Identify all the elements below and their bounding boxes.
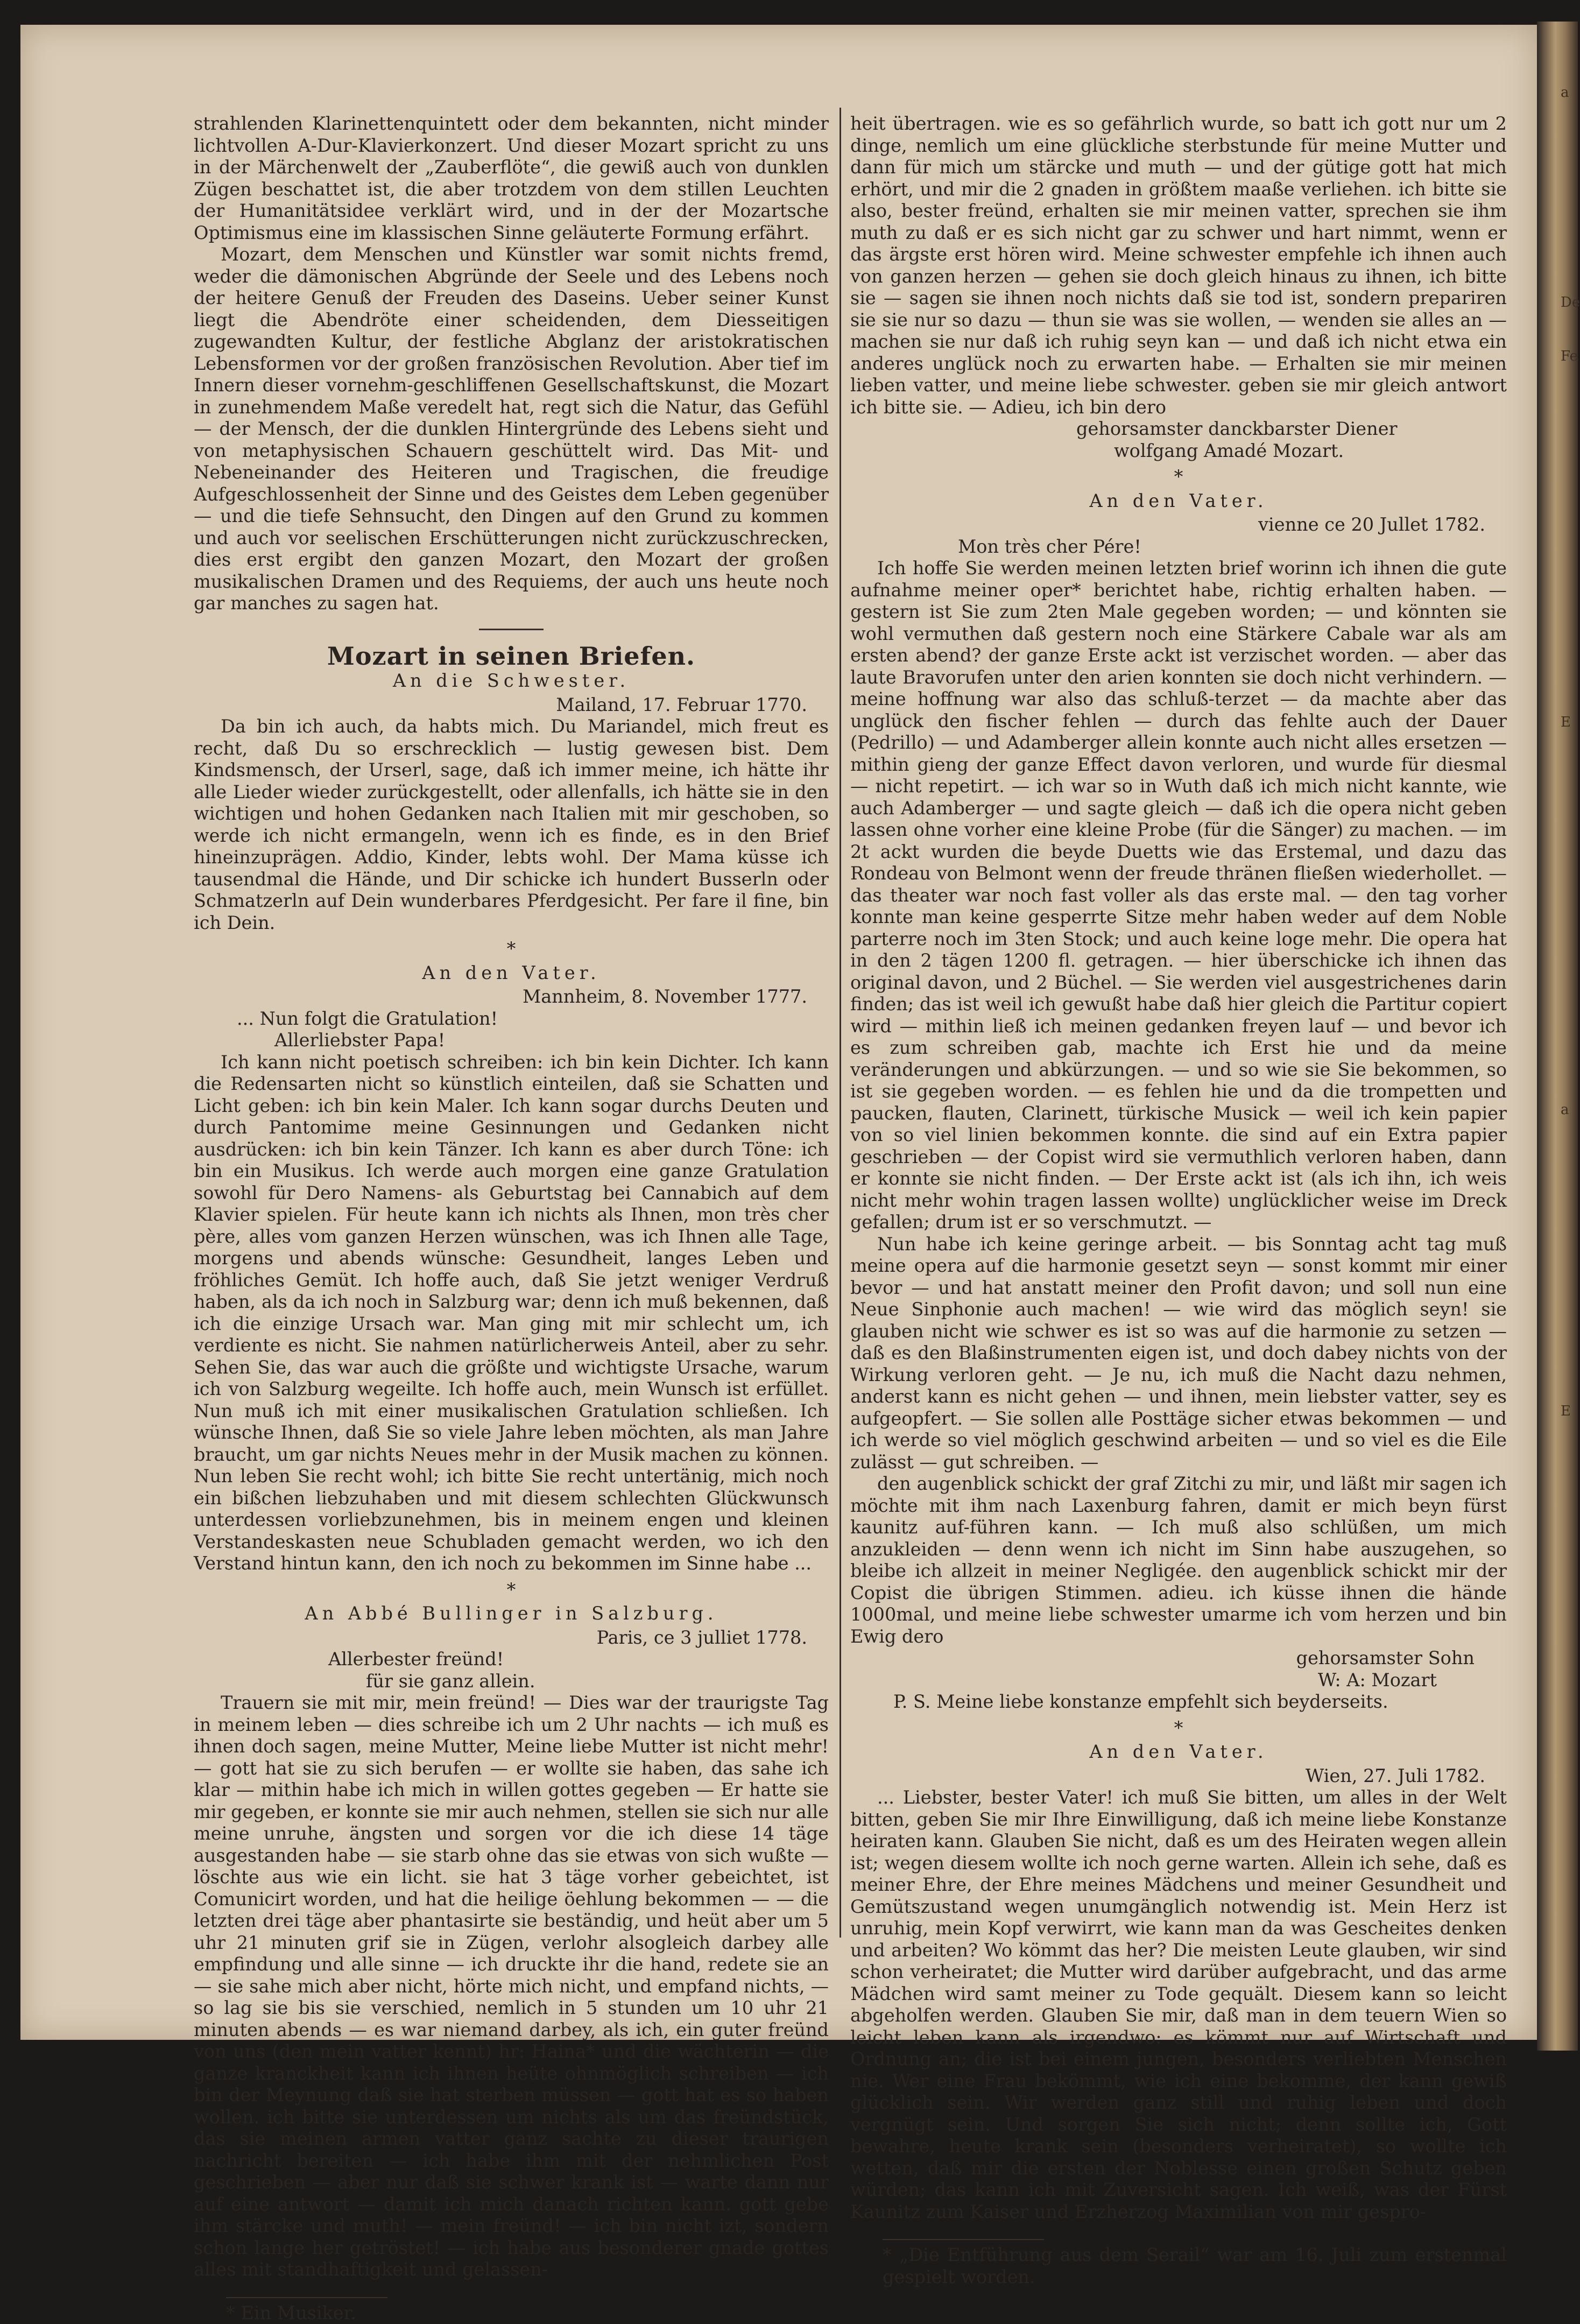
edge-fragment: a bbox=[1561, 81, 1578, 104]
postscript: P. S. Meine liebe konstanze empfehlt sich beyderseits. bbox=[850, 1691, 1507, 1713]
letter-signature: wolfgang Amadé Mozart. bbox=[850, 440, 1507, 462]
section-divider bbox=[479, 629, 544, 630]
letter-addressee: An den Vater. bbox=[850, 1741, 1507, 1763]
letter-date: Wien, 27. Juli 1782. bbox=[850, 1765, 1507, 1787]
edge-fragment: E bbox=[1561, 1399, 1578, 1423]
letter-body: Nun habe ich keine geringe arbeit. — bis Sonntag acht tag muß meine opera auf die harmonie gesetzt seyn — sonst kommt mir einer bevor — und hat anstatt meiner den Profit davon; und soll nun eine Neue Sinphonie auch machen! — wie wird das möglich seyn! sie glauben nicht wie schwer es ist so was auf die harmonie zu setzen — daß es den Blaßinstrumenten eigen ist, und doch dabey nichts von der Wirkung verloren geht. — Je nu, ich muß die Nacht dazu nehmen, anderst kann es nicht gehen — und ihnen, mein liebster vatter, sey es aufgeopfert. — Sie sollen alle Posttäge sicher etwas bekommen — und ich werde so viel möglich geschwind arbeiten — und so viel es die Eile zulässt — gut schreiben. — bbox=[850, 1234, 1507, 1474]
edge-fragment: De bbox=[1561, 291, 1578, 314]
separator-star: * bbox=[850, 466, 1507, 488]
letter-salutation: Allerbester freünd! bbox=[194, 1649, 829, 1671]
letter-salutation: Mon très cher Pére! bbox=[850, 536, 1507, 558]
column-divider bbox=[840, 108, 841, 1938]
letter-addressee: An den Vater. bbox=[194, 962, 829, 984]
letter-body: Ich kann nicht poetisch schreiben: ich bin kein Dichter. Ich kann die Redensarten nicht so künstlich einteilen, daß sie Schatten und Licht geben: ich bin kein Maler. Ich kann sogar durchs Deuten und durch Pantomime meine Gesinnungen und Gedanken nicht ausdrücken: ich bin kein Tänzer. Ich kann es aber durch Töne: ich bin ein Musikus. Ich werde auch morgen eine ganze Gratulation sowohl für Dero Namens- als Geburtstag bei Cannabich auf dem Klavier spielen. Für heute kann ich nichts als Ihnen, mon très cher père, alles vom ganzen Herzen wünschen, was ich Ihnen alle Tage, morgens und abends wünsche: Gesundheit, langes Leben und fröhliches Gemüt. Ich hoffe auch, daß Sie jetzt weniger Verdruß haben, als da ich noch in Salzburg war; denn ich muß bekennen, daß ich die einzige Ursach war. Man ging mit mir schlecht um, ich verdiente es nicht. Sie nahmen natürlicherweis Anteil, aber zu sehr. Sehen Sie, das war auch die größte und wichtigste Ursache, warum ich von Salzburg wegeilte. Ich hoffe auch, mein Wunsch ist erfüllet. Nun muß ich mit einer musikalischen Gratulation schließen. Ich wünsche Ihnen, daß Sie so viele Jahre leben möchten, als man Jahre braucht, um gar nichts Neues mehr in der Musik machen zu können. Nun leben Sie recht wohl; ich bitte Sie recht untertänig, mich noch ein bißchen liebzuhaben und mit diesem schlechten Glückwunsch unterdessen vorliebzunehmen, bis in meinem engen und kleinen Verstandeskasten neue Schubladen gemacht werden, wo ich den Verstand hintun kann, den ich noch zu bekommen im Sinne habe ... bbox=[194, 1052, 829, 1575]
letter-body: ... Liebster, bester Vater! ich muß Sie bitten, um alles in der Welt bitten, geben Sie mir Ihre Einwilligung, daß ich meine liebe Konstanze heiraten kann. Glauben Sie nicht, daß es um des Heiraten wegen allein ist; wegen diesem wollte ich noch gerne warten. Allein ich sehe, daß es meiner Ehre, der Ehre meines Mädchens und meiner Gesundheit und Gemütszustand wegen unumgänglich notwendig ist. Mein Herz ist unruhig, mein Kopf verwirrt, wie kann man da was Gescheites denken und arbeiten? Wo kömmt das her? Die meisten Leute glauben, wir sind schon verheiratet; die Mutter wird darüber aufgebracht, und das arme Mädchen wird samt meiner zu Tode gequält. Diesem kann so leicht abgeholfen werden. Glauben Sie mir, daß man in dem teuern Wien so leicht leben kann als irgendwo: es kömmt nur auf Wirtschaft und Ordnung an; die ist bei einem jungen, besonders verliebten Menschen nie. Wer eine Frau bekömmt, wie ich eine bekomme, der kann gewiß glücklich sein. Wir werden ganz still und ruhig leben und doch vergnügt sein. Und sorgen Sie sich nicht; denn sollte ich, Gott bewahre, heute krank sein (besonders verheiratet), so wollte ich wetten, daß mir die ersten der Noblesse einen großen Schutz geben würden; das kann ich mit Zuversicht sagen. Ich weiß, was der Fürst Kaunitz zum Kaiser und Erzherzog Maximilian von mir gespro- bbox=[850, 1787, 1507, 2223]
edge-fragment: Fe bbox=[1561, 344, 1578, 368]
section-title: Mozart in seinen Briefen. bbox=[194, 645, 829, 667]
letter-body: Da bin ich auch, da habts mich. Du Mariandel, mich freut es recht, daß Du so erschrecklich — lustig gewesen bist. Dem Kindsmensch, der Urserl, sage, daß ich immer meine, ich hätte ihr alle Lieder wieder zurückgestellt, oder allenfalls, ich hätte sie in den wichtigen und hohen Gedanken nach Italien mit mir geschoben, so werde ich nicht ermangeln, wenn ich es finde, es in den Brief hineinzuprägen. Addio, Kinder, lebts wohl. Der Mama küsse ich tausendmal die Hände, und Dir schicke ich hundert Busserln oder Schmatzerln auf Dein wunderbares Pferdgesicht. Per fare il fine, bin ich Dein. bbox=[194, 716, 829, 934]
separator-star: * bbox=[194, 1579, 829, 1601]
footnote-rule bbox=[226, 2297, 387, 2298]
letter-body: den augenblick schickt der graf Zitchi zu mir, und läßt mir sagen ich möchte mit ihm nach Laxenburg fahren, damit er mich beyn fürst kaunitz auf-führen kann. — Ich muß also schlüßen, um mich anzukleiden — denn wenn ich nicht im Sinn habe auszugehen, so bleibe ich allzeit in meiner Negligée. den augenblick schickt mir der Copist die übrigen Stimmen. adieu. ich küsse ihnen die hände 1000mal, und meine liebe schwester umarme ich vom herzen und bin Ewig dero bbox=[850, 1473, 1507, 1647]
letter-signature: gehorsamster Sohn bbox=[850, 1647, 1507, 1670]
right-column bbox=[850, 113, 1507, 2288]
book-binding bbox=[1537, 22, 1578, 2051]
letter-body: Ich hoffe Sie werden meinen letzten brief worinn ich ihnen die gute aufnahme meiner oper* berichtet habe, richtig erhalten haben. — gestern ist Sie zum 2ten Male gegeben worden; — und könnten sie wohl vermuthen daß gestern noch eine Stärkere Cabale war als am ersten abend? der ganze Erste ackt ist verzischet worden. — aber das laute Bravorufen unter den arien konnten sie doch nicht verhindern. — meine hoffnung war also das schluß-terzet — da machte aber das unglück den fischer fehlen — durch das fehlte auch der Dauer (Pedrillo) — und Adamberger allein konnte auch nicht alles ersetzen — mithin gieng der ganze Effect davon verloren, und wurde für diesmal — nicht repetirt. — ich war so in Wuth daß ich mich nicht kannte, wie auch Adamberger — und sagte gleich — daß ich die opera nicht geben lassen ohne vorher eine kleine Probe (für die Sänger) zu machen. — im 2t ackt wurden die beyde Duetts wie das Erstemal, und dazu das Rondeau von Belmont wenn der freude thränen fließen wiederhollet. — das theater war noch fast voller als das erste mal. — den tag vorher konnte man keine gesperrte Sitze mehr haben weder auf dem Noble parterre noch im 3ten Stock; und auch keine loge mehr. Die opera hat in den 2 tägen 1200 fl. getragen. — hier überschicke ich ihnen das original davon, und 2 Büchel. — Sie werden viel ausgestrichenes darin finden; das ist weil ich gewußt habe daß hier gleich die Partitur copiert wird — mithin ließ ich meinen gedanken freyen lauf — und bevor ich es zum schreiben gab, machte ich Erst hie und da meine veränderungen und abkürzungen. — und so wie sie Sie bekommen, so ist sie gegeben worden. — es fehlen hie und da die trompetten und paucken, flauten, Clarinett, türkische Musick — weil ich kein papier von so viel linien bekommen konnte. die sind auf ein Extra papier geschrieben — der Copist wird sie vermuthlich verloren haben, dann er konnte sie nicht finden. — Der Erste ackt ist (als ich ihn, ich weis nicht mehr wohin tragen lassen wollte) unglücklicher weise im Dreck gefallen; drum ist er so verschmutzt. — bbox=[850, 558, 1507, 1234]
letter-salutation: Allerliebster Papa! bbox=[194, 1030, 829, 1052]
edge-fragment: a bbox=[1561, 1098, 1578, 1122]
letter-date: Mailand, 17. Februar 1770. bbox=[194, 694, 829, 716]
letter-signature: gehorsamster danckbarster Diener bbox=[850, 418, 1507, 440]
separator-star: * bbox=[194, 938, 829, 960]
footnote: * Ein Musiker. bbox=[194, 2302, 829, 2324]
edge-fragment: E bbox=[1561, 710, 1578, 734]
letter-salutation: ... Nun folgt die Gratulation! bbox=[194, 1008, 829, 1030]
letter-addressee: An Abbé Bullinger in Salzburg. bbox=[194, 1603, 829, 1625]
separator-star: * bbox=[850, 1717, 1507, 1740]
letter-date: Paris, ce 3 julliet 1778. bbox=[194, 1627, 829, 1649]
letter-signature: W: A: Mozart bbox=[850, 1670, 1507, 1692]
letter-date: Mannheim, 8. November 1777. bbox=[194, 986, 829, 1008]
footnote: * „Die Entführung aus dem Serail“ war am 16. Juli zum erstenmal gespielt worden. bbox=[850, 2244, 1507, 2288]
left-column bbox=[194, 113, 829, 2324]
footnote-rule bbox=[883, 2239, 1044, 2240]
letter-body: Trauern sie mit mir, mein freünd! — Dies war der traurigste Tag in meinem leben — dies schreibe ich um 2 Uhr nachts — ich muß es ihnen doch sagen, meine Mutter, Meine liebe Mutter ist nicht mehr! — gott hat sie zu sich berufen — er wollte sie haben, das sahe ich klar — mithin habe ich mich in willen gottes gegeben — Er hatte sie mir gegeben, er konnte sie mir auch nehmen, stellen sie sich nur alle meine unruhe, ängsten und sorgen vor die ich diese 14 täge ausgestanden habe — sie starb ohne das sie etwas von sich wußte — löschte aus wie ein licht. sie hat 3 täge vorher gebeichtet, ist Comunicirt worden, und hat die heilige öehlung bekommen — — die letzten drei täge aber phantasirte sie beständig, und heüt aber um 5 uhr 21 minuten grif sie in Zügen, verlohr alsogleich darbey alle empfindung und alle sinne — ich druckte ihr die hand, redete sie an — sie sahe mich aber nicht, hörte mich nicht, und empfand nichts, — so lag sie bis sie verschied, nemlich in 5 stunden um 10 uhr 21 minuten abends — es war niemand darbey, als ich, ein guter freünd von uns (den mein vatter kennt) hr: Haina* und die wächterin — die ganze kranckheit kann ich ihnen heüte ohnmöglich schreiben — ich bin der Meynung daß sie hat sterben müssen — gott hat es so haben wollen. ich bitte sie unterdessen um nichts als um das freündstück, das sie meinen armen vatter ganz sachte zu dieser traurigen nachricht bereiten — ich habe ihm mit der nehmlichen Post geschrieben — aber nur daß sie schwer krank ist — warte dann nur auf eine antwort — damit ich mich danach richten kann. gott gebe ihm stärcke und muth! — mein freünd! — ich bin nicht izt, sondern schon lange her getröstet! — ich habe aus besonderer gnade gottes alles mit standhaftigkeit und gelassen- bbox=[194, 1692, 829, 2281]
intro-paragraph: strahlenden Klarinettenquintett oder dem bekannten, nicht minder lichtvollen A-Dur-Klavierkonzert. Und dieser Mozart spricht zu uns in der Märchenwelt der „Zauberflöte“, die gewiß auch von dunklen Zügen beschattet ist, die aber trotzdem von dem stillen Leuchten der Humanitätsidee verklärt wird, und in der der Mozartsche Optimismus eine im klassischen Sinne geläuterte Formung erfährt. bbox=[194, 113, 829, 244]
intro-paragraph: Mozart, dem Menschen und Künstler war somit nichts fremd, weder die dämonischen Abgründe der Seele und des Lebens noch der heitere Genuß der Freuden des Daseins. Ueber seiner Kunst liegt die Abendröte einer scheidenden, dem Diesseitigen zugewandten Kultur, der festliche Abglanz der aristokratischen Lebensformen vor der großen französischen Revolution. Aber tief im Innern dieser vornehm-geschliffenen Gesellschaftskunst, die Mozart in zunehmendem Maße veredelt hat, regt sich die Natur, das Gefühl — der Mensch, der die dunklen Hintergründe des Lebens sieht und von metaphysischen Schauern geschüttelt wird. Das Mit- und Nebeneinander des Heiteren und Tragischen, die freudige Aufgeschlossenheit der Sinne und des Geistes dem Leben gegenüber — und die tiefe Sehnsucht, den Dingen auf den Grund zu kommen und auch vor seelischen Erschütterungen nicht zurückzuschrecken, dies erst ergibt den ganzen Mozart, den Mozart der großen musikalischen Dramen und des Requiems, der auch uns heute noch gar manches zu sagen hat. bbox=[194, 244, 829, 615]
letter-salutation: für sie ganz allein. bbox=[194, 1671, 829, 1693]
letter-date: vienne ce 20 Jullet 1782. bbox=[850, 514, 1507, 536]
letter-body: heit übertragen. wie es so gefährlich wurde, so batt ich gott nur um 2 dinge, nemlich um eine glückliche sterbstunde für meine Mutter und dann für mich um stärcke und muth — und der gütige gott hat mich erhört, und mir die 2 gnaden in größtem maaße verliehen. ich bitte sie also, bester freünd, erhalten sie mir meinen vatter, sprechen sie ihm muth zu daß er es sich nicht gar zu schwer und hart nimmt, wenn er das ärgste erst hören wird. Meine schwester empfehle ich ihnen auch von ganzen herzen — gehen sie doch gleich hinaus zu ihnen, ich bitte sie — sagen sie ihnen noch nichts daß sie tod ist, sondern prepariren sie sie nur so dazu — thun sie was sie wollen, — wenden sie alles an — machen sie nur daß ich ruhig seyn kan — und daß ich nicht etwa ein anderes unglück noch zu erwarten habe. — Erhalten sie mir meinen lieben vatter, und meine liebe schwester. geben sie mir gleich antwort ich bitte sie. — Adieu, ich bin dero bbox=[850, 113, 1507, 418]
letter-addressee: An den Vater. bbox=[850, 490, 1507, 512]
letter-addressee: An die Schwester. bbox=[194, 670, 829, 692]
